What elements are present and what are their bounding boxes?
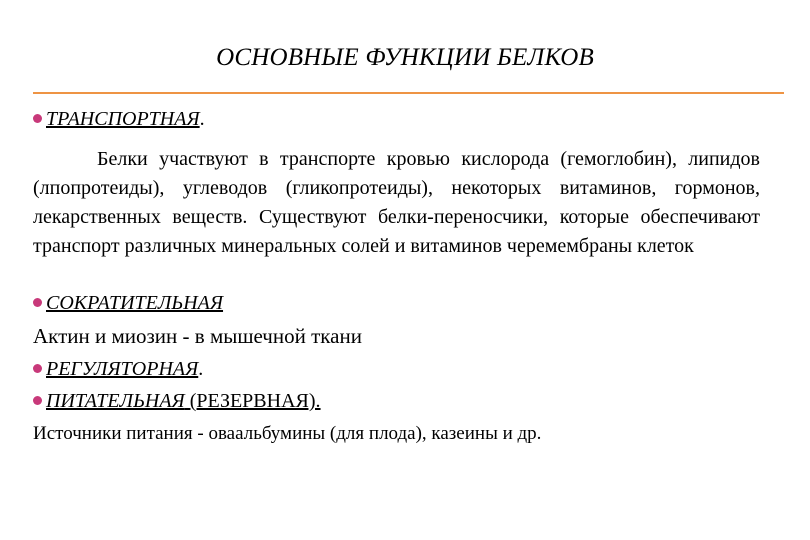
section-heading: РЕГУЛЯТОРНАЯ [46,358,199,380]
bullet-icon [33,114,42,123]
section-suffix: (РЕЗЕРВНАЯ). [184,390,321,412]
title-divider [33,92,784,94]
section-suffix: . [199,108,205,130]
section-contractile [33,292,223,315]
bullet-icon [33,298,42,307]
slide-title: ОСНОВНЫЕ ФУНКЦИИ БЕЛКОВ [216,44,594,71]
bullet-icon [33,396,42,405]
nutritive-description: Источники питания - оваальбумины (для плода), казеины и др. [33,423,542,444]
section-suffix: . [198,358,204,380]
transport-description: Белки участвуют в транспорте кровью кислорода (гемоглобин), липидов (лпопротеиды), углеводов (гликопротеиды), некоторых витаминов, гормонов, лекарственных веществ. Существуют белки-переносчики, которые обеспечивают транспорт различных минеральных солей и витаминов черемембраны клеток [33,148,760,257]
section-nutritive [33,390,321,413]
bullet-icon [33,364,42,373]
section-regulatory [33,358,203,381]
section-transport [33,108,205,131]
section-heading: ТРАНСПОРТНАЯ [46,108,200,130]
contractile-description: Актин и миозин - в мышечной ткани [33,324,362,348]
section-heading: ПИТАТЕЛЬНАЯ [46,390,185,412]
section-heading: СОКРАТИТЕЛЬНАЯ [46,292,224,314]
